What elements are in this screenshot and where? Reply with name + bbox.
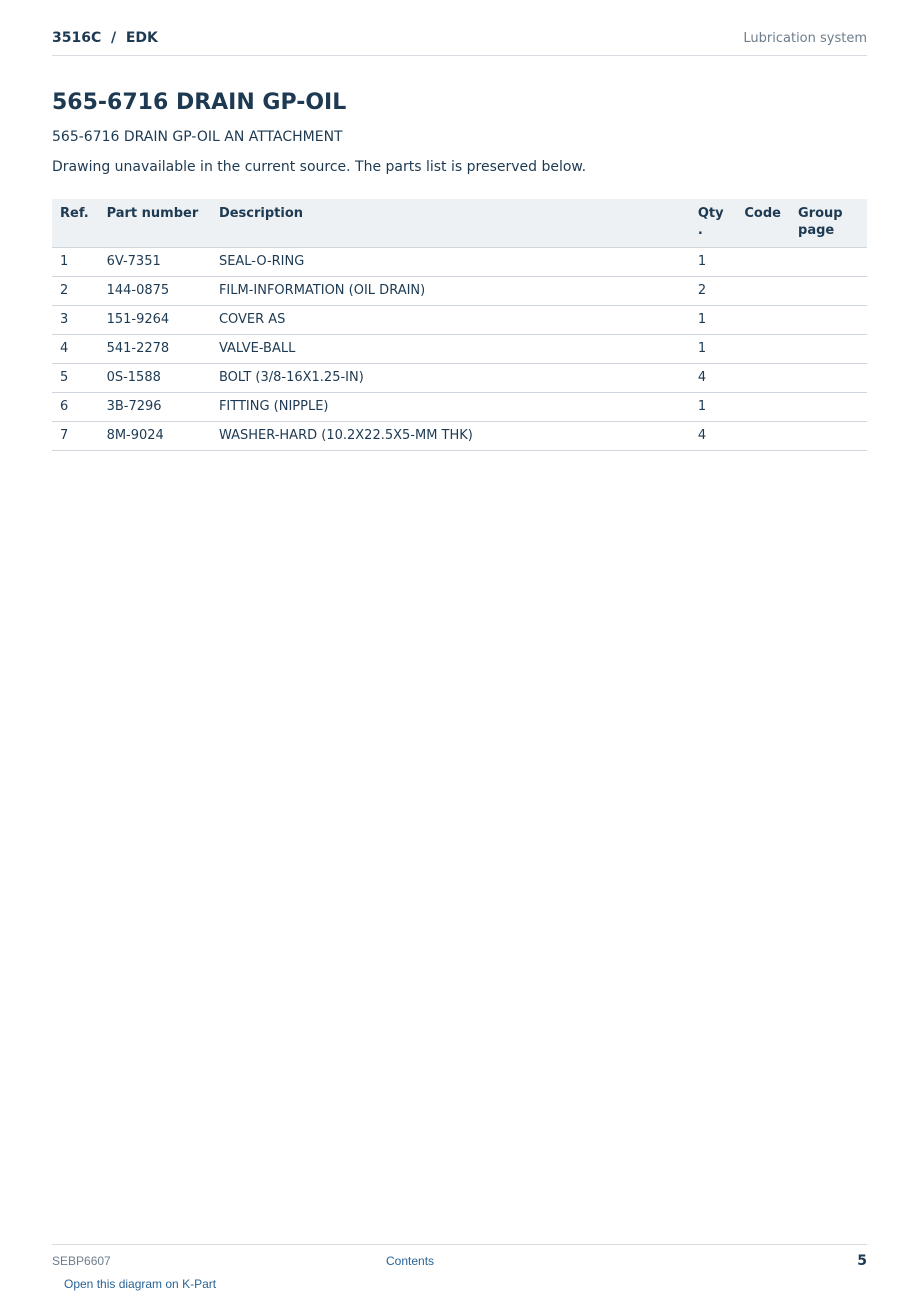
col-group-page	[790, 199, 867, 248]
cell-qty: 4	[690, 364, 737, 393]
cell-group-page	[790, 393, 867, 422]
cell-description: FITTING (NIPPLE)	[211, 393, 690, 422]
cell-code	[736, 422, 790, 451]
contents-link[interactable]: Contents	[386, 1254, 435, 1268]
cell-code	[736, 364, 790, 393]
cell-group-page	[790, 335, 867, 364]
cell-ref: 1	[52, 248, 99, 277]
cell-group-page	[790, 248, 867, 277]
cell-code	[736, 248, 790, 277]
cell-qty: 2	[690, 277, 737, 306]
cell-group-page	[790, 422, 867, 451]
cell-part-number: 8M-9024	[99, 422, 211, 451]
col-qty-line2: .	[697, 223, 703, 238]
cell-qty: 1	[690, 306, 737, 335]
col-qty-line1: Qty	[697, 206, 724, 221]
col-group-line2: page	[798, 223, 835, 238]
cell-qty: 4	[690, 422, 737, 451]
cell-group-page	[790, 364, 867, 393]
cell-qty: 1	[690, 393, 737, 422]
page-footer	[52, 1244, 867, 1291]
cell-description: VALVE-BALL	[211, 335, 690, 364]
table-row	[52, 306, 867, 335]
col-part-number: Part number	[99, 199, 211, 248]
header-row	[52, 199, 867, 248]
page-number: 5	[857, 1253, 867, 1269]
col-group-line1: Group	[798, 206, 843, 221]
page-header	[52, 28, 867, 56]
cell-group-page	[790, 306, 867, 335]
cell-part-number: 144-0875	[99, 277, 211, 306]
cell-part-number: 0S-1588	[99, 364, 211, 393]
section-label: Lubrication system	[743, 31, 867, 46]
page-title: 565-6716 DRAIN GP-OIL	[52, 90, 347, 115]
table-row	[52, 393, 867, 422]
cell-description: WASHER-HARD (10.2X22.5X5-MM THK)	[211, 422, 690, 451]
cell-part-number: 151-9264	[99, 306, 211, 335]
page-subtitle: 565-6716 DRAIN GP-OIL AN ATTACHMENT	[52, 129, 343, 145]
cell-part-number: 3B-7296	[99, 393, 211, 422]
cell-qty: 1	[690, 335, 737, 364]
cell-ref: 6	[52, 393, 99, 422]
table-row	[52, 422, 867, 451]
table-row	[52, 364, 867, 393]
table-row	[52, 335, 867, 364]
model-label: 3516C / EDK	[52, 30, 158, 46]
cell-description: COVER AS	[211, 306, 690, 335]
col-ref: Ref.	[52, 199, 99, 248]
cell-ref: 2	[52, 277, 99, 306]
cell-part-number: 6V-7351	[99, 248, 211, 277]
cell-description: BOLT (3/8-16X1.25-IN)	[211, 364, 690, 393]
cell-ref: 7	[52, 422, 99, 451]
parts-table	[52, 199, 867, 451]
table-row	[52, 277, 867, 306]
cell-code	[736, 393, 790, 422]
cell-ref: 3	[52, 306, 99, 335]
cell-ref: 5	[52, 364, 99, 393]
cell-ref: 4	[52, 335, 99, 364]
document-page	[52, 0, 867, 1300]
col-description: Description	[211, 199, 690, 248]
col-code: Code	[736, 199, 790, 248]
drawing-note: Drawing unavailable in the current source. The parts list is preserved below.	[52, 159, 587, 175]
cell-qty: 1	[690, 248, 737, 277]
table-row	[52, 248, 867, 277]
cell-code	[736, 306, 790, 335]
cell-description: FILM-INFORMATION (OIL DRAIN)	[211, 277, 690, 306]
cell-description: SEAL-O-RING	[211, 248, 690, 277]
cell-part-number: 541-2278	[99, 335, 211, 364]
parts-table-body	[52, 248, 867, 451]
parts-table-header	[52, 199, 867, 248]
col-qty	[690, 199, 737, 248]
open-kpart-link[interactable]: Open this diagram on K-Part	[64, 1277, 217, 1291]
cell-group-page	[790, 277, 867, 306]
document-id: SEBP6607	[52, 1254, 111, 1268]
cell-code	[736, 335, 790, 364]
cell-code	[736, 277, 790, 306]
